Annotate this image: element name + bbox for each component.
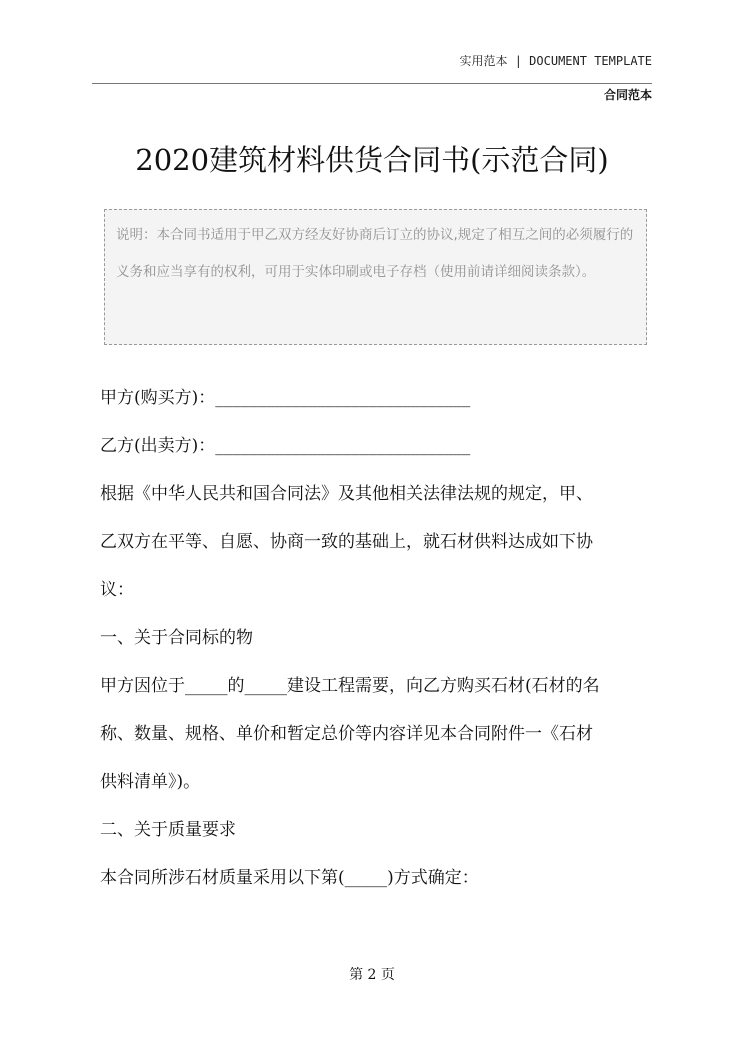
subject-matter-line-3: 供料清单》)。 xyxy=(100,772,201,792)
contract-content xyxy=(100,374,660,902)
header-top-label: 实用范本 | DOCUMENT TEMPLATE xyxy=(459,54,652,68)
quality-method-line: 本合同所涉石材质量采用以下第(_____)方式确定： xyxy=(100,868,479,888)
page-number: 第 2 页 xyxy=(349,967,395,983)
subject-matter-line-1: 甲方因位于_____的_____建设工程需要，向乙方购买石材(石材的名 xyxy=(100,676,600,696)
party-b-line: 乙方(出卖方)：______________________________ xyxy=(100,436,471,456)
contract-basis-line-2: 乙双方在平等、自愿、协商一致的基础上，就石材供料达成如下协 xyxy=(100,532,593,552)
section-heading-subject-matter: 一、关于合同标的物 xyxy=(100,628,253,648)
contract-basis-line-3: 议： xyxy=(100,580,134,600)
instruction-note-box: 说明：本合同书适用于甲乙双方经友好协商后订立的协议,规定了相互之间的必须履行的义务和应当享有的权利，可用于实体印刷或电子存档（使用前请详细阅读条款）。 xyxy=(104,209,647,345)
header-sub-label: 合同范本 xyxy=(603,88,652,102)
section-heading-quality: 二、关于质量要求 xyxy=(100,820,236,840)
document-title: 2020建筑材料供货合同书(示范合同) xyxy=(135,143,609,177)
subject-matter-line-2: 称、数量、规格、单价和暂定总价等内容详见本合同附件一《石材 xyxy=(100,724,593,744)
party-a-line: 甲方(购买方)：______________________________ xyxy=(100,388,471,408)
contract-basis-line-1: 根据《中华人民共和国合同法》及其他相关法律法规的规定，甲、 xyxy=(100,484,593,504)
header-divider xyxy=(92,83,652,84)
